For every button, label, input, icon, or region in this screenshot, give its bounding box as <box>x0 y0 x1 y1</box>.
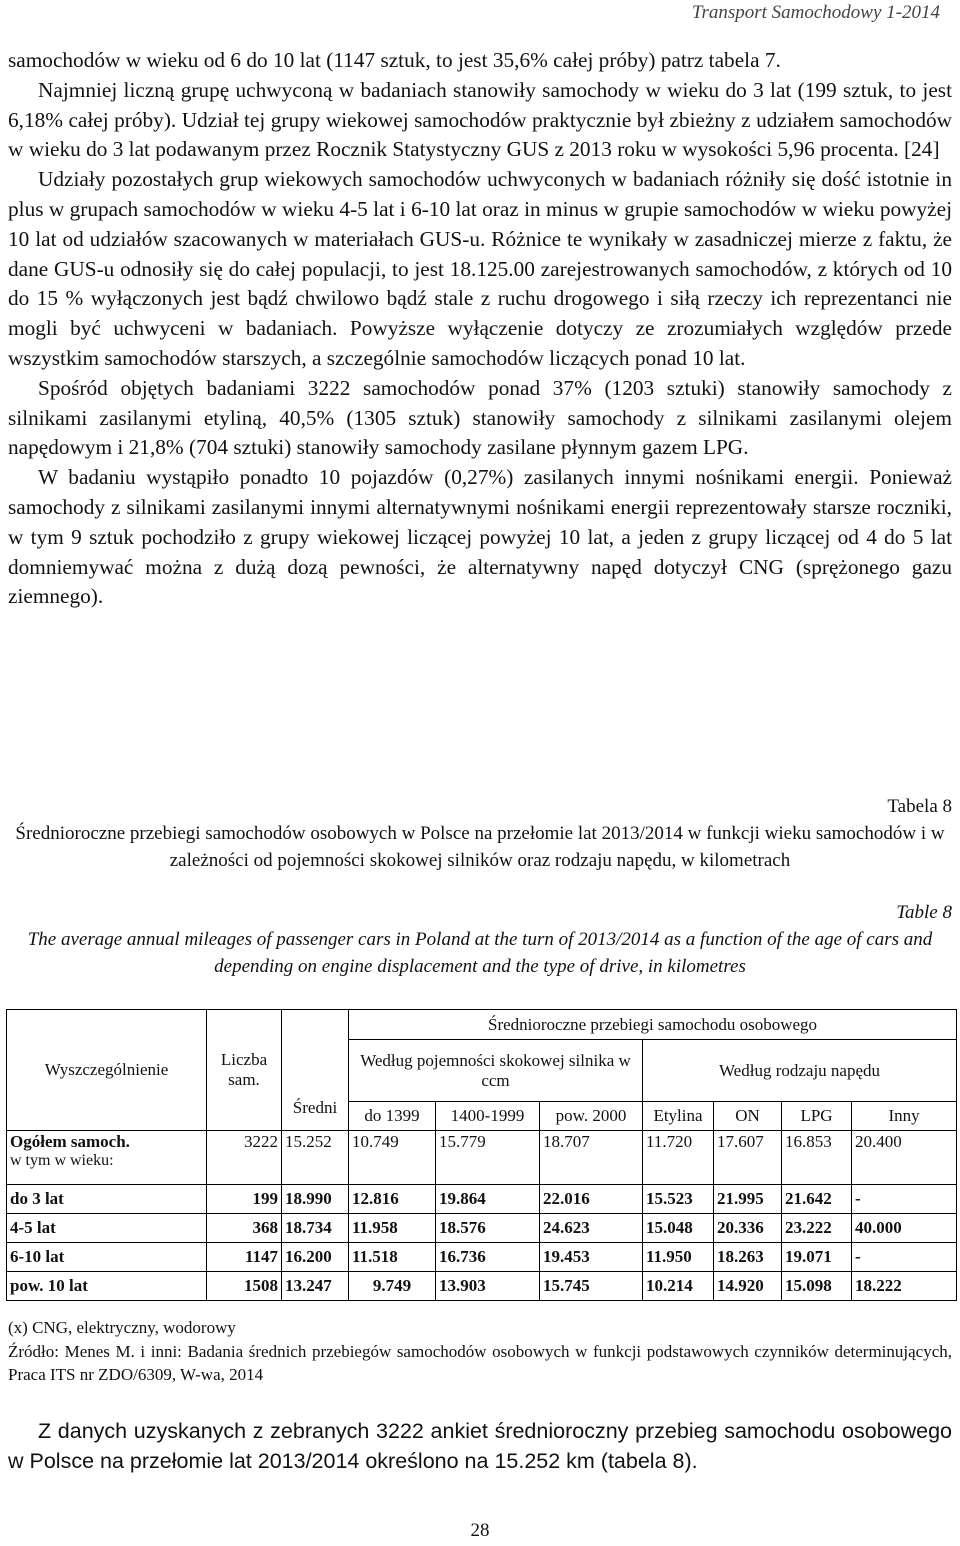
table-row <box>7 1272 957 1301</box>
table-cell: 15.745 <box>540 1272 643 1301</box>
table-cell: 11.950 <box>643 1243 714 1272</box>
table-cell: 15.098 <box>782 1272 852 1301</box>
row-label: 4-5 lat <box>7 1214 207 1243</box>
table-caption-pl <box>8 793 952 874</box>
table-cell: 19.864 <box>436 1185 540 1214</box>
table-cell: 21.995 <box>714 1185 782 1214</box>
table-cell: 9.749 <box>349 1272 436 1301</box>
mileage-table <box>6 1009 957 1301</box>
table-label-en: Table 8 <box>896 902 952 923</box>
table-cell: 11.958 <box>349 1214 436 1243</box>
table-cell: - <box>852 1243 957 1272</box>
header-count: Liczba sam. <box>207 1010 282 1131</box>
header-col: ON <box>714 1102 782 1131</box>
header-col: LPG <box>782 1102 852 1131</box>
table-row <box>7 1185 957 1214</box>
table-cell: 1508 <box>207 1272 282 1301</box>
header-mean: Średni <box>282 1010 349 1131</box>
table-cell: 16.853 <box>782 1131 852 1185</box>
table-cell: 199 <box>207 1185 282 1214</box>
table-cell: 18.222 <box>852 1272 957 1301</box>
table-cell: 15.048 <box>643 1214 714 1243</box>
total-label: Ogółem samoch. <box>10 1132 130 1151</box>
table-cell: 18.734 <box>282 1214 349 1243</box>
paragraph: Najmniej liczną grupę uchwyconą w badaniach stanowiły samochody w wieku do 3 lat (199 sztuk, to jest 6,18% całej próby). Udział tej grupy wiekowej samochodów praktycznie był zbieżny z udziałem samochodów w wieku do 3 lat podawanym przez Rocznik Statystyczny GUS z 2013 roku w wysokości 5,96 procenta. [24] <box>8 77 952 162</box>
table-cell: 1147 <box>207 1243 282 1272</box>
table-source: Źródło: Menes M. i inni: Badania średnich przebiegów samochodów osobowych w funkcji podstawowych czynników determinujących, Praca ITS nr ZDO/6309, W-wa, 2014 <box>8 1342 952 1384</box>
table-cell: 368 <box>207 1214 282 1243</box>
table-row <box>7 1214 957 1243</box>
table-title-pl: Średnioroczne przebiegi samochodów osobowych w Polsce na przełomie lat 2013/2014 w funkcji wieku samochodów i w zależności od pojemności skokowej silników oraz rodzaju napędu, w kilometrach <box>15 823 945 871</box>
table-cell: 13.903 <box>436 1272 540 1301</box>
table-row <box>7 1243 957 1272</box>
table-cell: 19.453 <box>540 1243 643 1272</box>
paragraph: Spośród objętych badaniami 3222 samochodów ponad 37% (1203 sztuki) stanowiły samochody z silnikami zasilanymi etyliną, 40,5% (1305 sztuk) stanowiły samochody z silnikami zasilanymi olejem napędowym i 21,8% (704 sztuki) stanowiły samochody zasilane płynnym gazem LPG. <box>8 375 952 460</box>
table-cell: 21.642 <box>782 1185 852 1214</box>
table-cell: 22.016 <box>540 1185 643 1214</box>
header-drive: Według rodzaju napędu <box>643 1040 957 1102</box>
paragraph: Udziały pozostałych grup wiekowych samochodów uchwyconych w badaniach różniły się dość istotnie in plus w grupach samochodów w wieku 4-5 lat i 6-10 lat oraz in minus w grupie samochodów w wieku powyżej 10 lat od udziałów szacowanych w materiałach GUS-u. Różnice te wynikały w zasadniczej mierze z faktu, że dane GUS-u odnosiły się do całej populacji, to jest 18.125.00 zarejestrowanych samochodów, z których od 10 do 15 % wyłączonych jest bądź chwilowo bądź stale z ruchu drogowego i siłą rzeczy ich reprezentanci nie mogli być uchwyceni w badaniach. Powyższe wyłączenie dotyczy ze zrozumiałych względów przede wszystkim samochodów starszych, a szczególnie samochodów liczących ponad 10 lat. <box>8 167 952 370</box>
header-spec: Wyszczególnienie <box>7 1010 207 1131</box>
table-cell: 40.000 <box>852 1214 957 1243</box>
closing-paragraph <box>8 1416 952 1476</box>
table-cell: 10.749 <box>349 1131 436 1185</box>
table-cell: 17.607 <box>714 1131 782 1185</box>
table-header-row <box>7 1010 957 1040</box>
row-label: do 3 lat <box>7 1185 207 1214</box>
table-cell: 11.720 <box>643 1131 714 1185</box>
header-col: Inny <box>852 1102 957 1131</box>
table-cell: 16.200 <box>282 1243 349 1272</box>
header-col: Etylina <box>643 1102 714 1131</box>
header-col: do 1399 <box>349 1102 436 1131</box>
table-cell: 3222 <box>207 1131 282 1185</box>
table-cell: 10.214 <box>643 1272 714 1301</box>
table-cell: 20.336 <box>714 1214 782 1243</box>
table-cell: - <box>852 1185 957 1214</box>
paragraph: samochodów w wieku od 6 do 10 lat (1147 sztuk, to jest 35,6% całej próby) patrz tabela 7. <box>8 48 781 72</box>
table-cell: 23.222 <box>782 1214 852 1243</box>
paragraph: Z danych uzyskanych z zebranych 3222 ankiet średnioroczny przebieg samochodu osobowego w Polsce na przełomie lat 2013/2014 określono na 15.252 km (tabela 8). <box>8 1419 952 1473</box>
table-cell: 24.623 <box>540 1214 643 1243</box>
table-caption-en <box>8 899 952 980</box>
table-cell: 18.576 <box>436 1214 540 1243</box>
table-cell: 19.071 <box>782 1243 852 1272</box>
total-sublabel: w tym w wieku: <box>10 1152 114 1169</box>
table-cell: 13.247 <box>282 1272 349 1301</box>
journal-header: Transport Samochodowy 1-2014 <box>691 2 940 23</box>
paragraph: W badaniu wystąpiło ponadto 10 pojazdów (0,27%) zasilanych innymi nośnikami energii. Ponieważ samochody z silnikami zasilanymi innymi alternatywnymi nośnikami energii reprezentowały starsze roczniki, w tym 9 sztuk pochodziło z grupy wiekowej liczącej powyżej 10 lat, a jeden z grupy liczącej od 4 do 5 lat domniemywać można z dużą dozą pewności, że alternatywny napęd dotyczył CNG (sprężonego gazu ziemnego). <box>8 465 952 609</box>
page-number: 28 <box>470 1520 490 1541</box>
table-cell: 15.779 <box>436 1131 540 1185</box>
header-group: Średnioroczne przebiegi samochodu osobowego <box>349 1010 957 1040</box>
table-footnote: (x) CNG, elektryczny, wodorowy <box>8 1318 236 1337</box>
header-displacement: Według pojemności skokowej silnika w ccm <box>349 1040 643 1102</box>
table-cell: 15.523 <box>643 1185 714 1214</box>
table-cell: 16.736 <box>436 1243 540 1272</box>
table-cell: 14.920 <box>714 1272 782 1301</box>
table-label-pl: Tabela 8 <box>887 796 952 817</box>
row-label: pow. 10 lat <box>7 1272 207 1301</box>
table-cell: 18.263 <box>714 1243 782 1272</box>
row-label: 6-10 lat <box>7 1243 207 1272</box>
table-cell: 20.400 <box>852 1131 957 1185</box>
table-cell: 11.518 <box>349 1243 436 1272</box>
table-title-en: The average annual mileages of passenger cars in Poland at the turn of 2013/2014 as a function of the age of cars and depending on engine displacement and the type of drive, in kilometres <box>27 929 933 977</box>
table-cell: 12.816 <box>349 1185 436 1214</box>
table-cell: 18.990 <box>282 1185 349 1214</box>
header-col: 1400-1999 <box>436 1102 540 1131</box>
table-cell: 18.707 <box>540 1131 643 1185</box>
table-row-total <box>7 1131 957 1185</box>
body-text <box>8 46 952 612</box>
header-col: pow. 2000 <box>540 1102 643 1131</box>
total-label-cell <box>7 1131 207 1185</box>
table-cell: 15.252 <box>282 1131 349 1185</box>
